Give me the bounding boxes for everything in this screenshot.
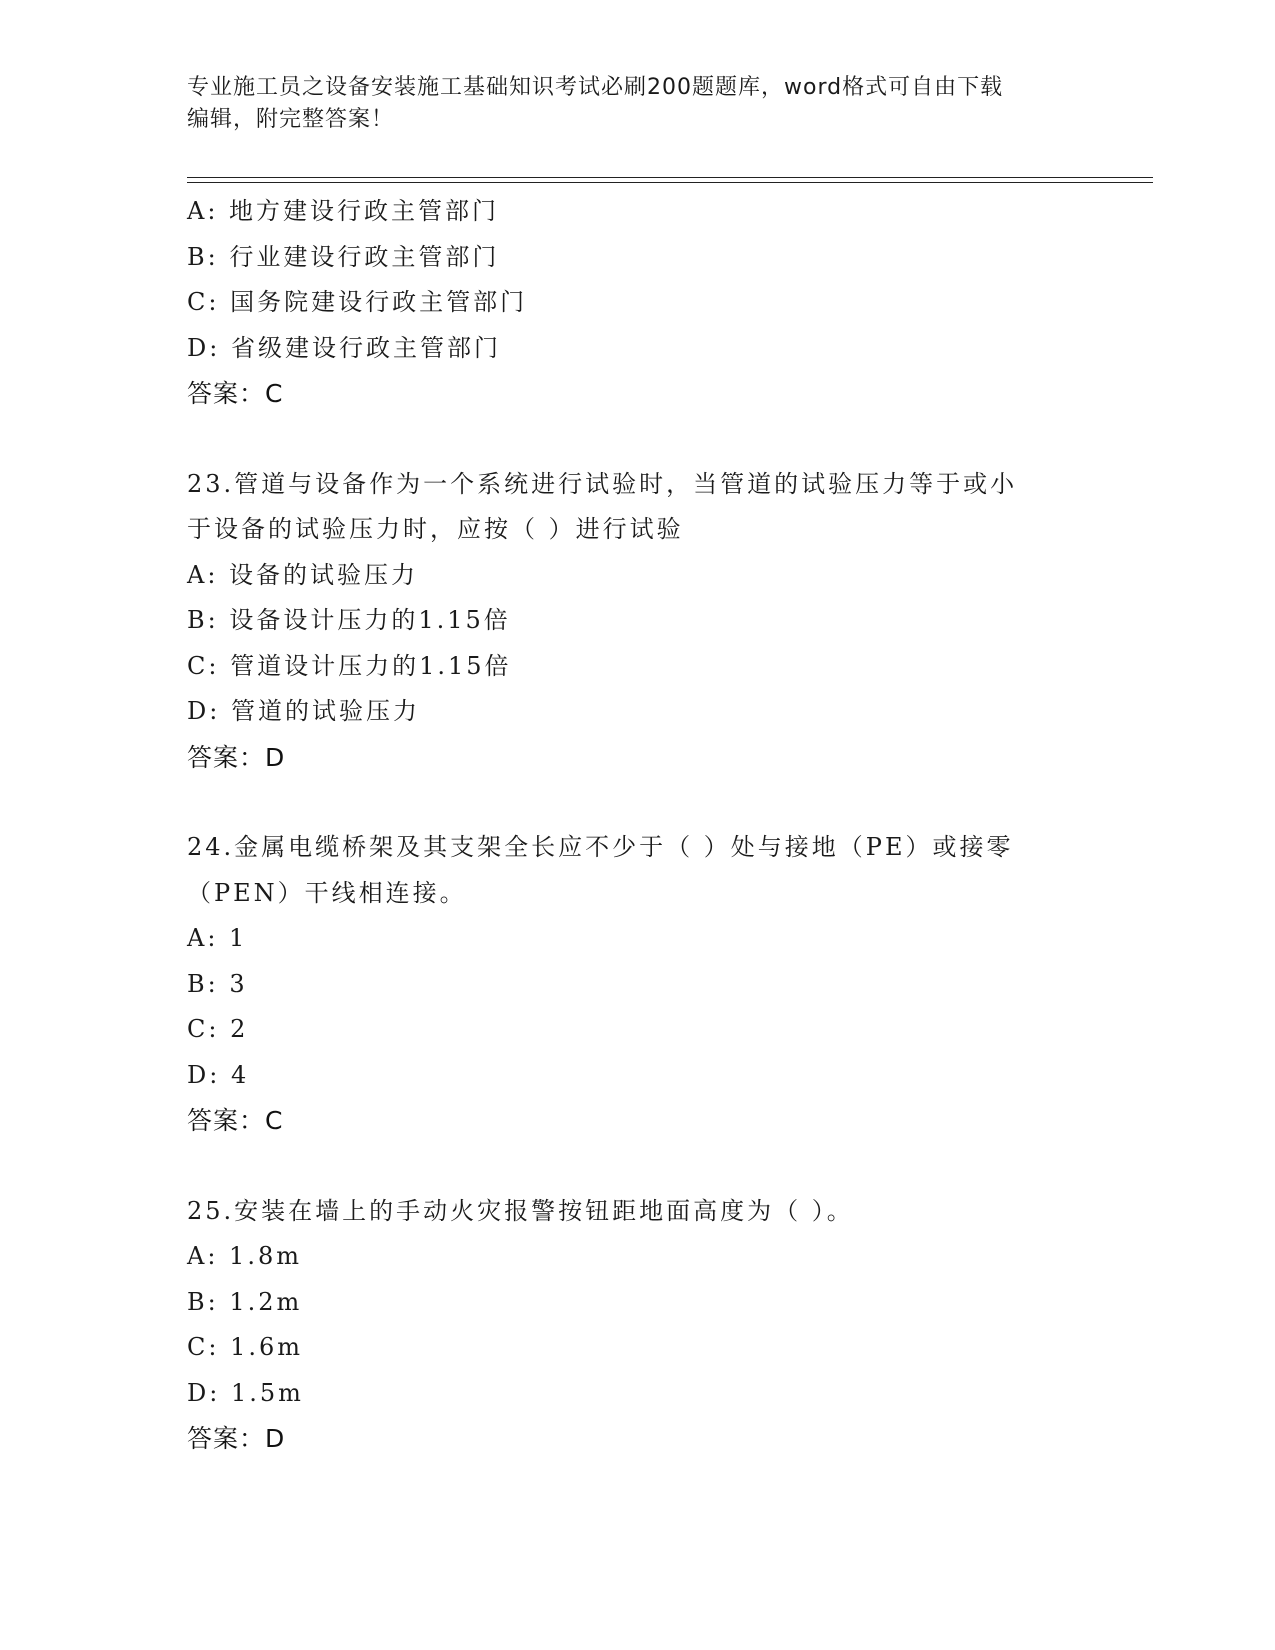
question-23 bbox=[187, 462, 1087, 781]
option-c: C: 2 bbox=[187, 1015, 249, 1043]
question-stem-line-1: 23.管道与设备作为一个系统进行试验时，当管道的试验压力等于或小 bbox=[187, 469, 1018, 498]
header-title-line-2: 编辑，附完整答案！ bbox=[187, 107, 395, 132]
option-c: C: 国务院建设行政主管部门 bbox=[187, 288, 528, 316]
option-c: C: 管道设计压力的1.15倍 bbox=[187, 651, 512, 680]
header-divider-top bbox=[187, 177, 1153, 178]
question-stem-line-2: （PEN）干线相连接。 bbox=[187, 878, 467, 907]
option-a: A: 1 bbox=[187, 924, 248, 952]
question-stem-line-1: 24.金属电缆桥架及其支架全长应不少于（ ）处与接地（PE）或接零 bbox=[187, 833, 1014, 861]
option-a: A: 1.8m bbox=[187, 1242, 302, 1270]
document-header bbox=[187, 72, 1067, 136]
option-b: B: 设备设计压力的1.15倍 bbox=[187, 606, 511, 634]
option-c: C: 1.6m bbox=[187, 1333, 304, 1361]
option-d: D: 1.5m bbox=[187, 1378, 304, 1407]
option-a: A: 地方建设行政主管部门 bbox=[187, 197, 500, 225]
answer-line: 答案：D bbox=[187, 1424, 286, 1453]
question-spacer bbox=[187, 1144, 1087, 1189]
answer-line: 答案：C bbox=[187, 379, 284, 408]
option-d: D: 管道的试验压力 bbox=[187, 697, 420, 725]
question-stem-line-1: 25.安装在墙上的手动火灾报警按钮距地面高度为（ ）。 bbox=[187, 1196, 854, 1225]
question-spacer bbox=[187, 417, 1087, 462]
question-24 bbox=[187, 825, 1087, 1144]
question-spacer bbox=[187, 780, 1087, 825]
header-title-line-1: 专业施工员之设备安装施工基础知识考试必刷200题题库，word格式可自由下载 bbox=[187, 75, 1004, 100]
option-a: A: 设备的试验压力 bbox=[187, 560, 419, 589]
question-25 bbox=[187, 1189, 1087, 1462]
option-d: D: 4 bbox=[187, 1060, 250, 1089]
option-d: D: 省级建设行政主管部门 bbox=[187, 333, 501, 362]
option-b: B: 1.2m bbox=[187, 1287, 303, 1316]
option-b: B: 行业建设行政主管部门 bbox=[187, 242, 500, 271]
question-stem-line-2: 于设备的试验压力时，应按（ ）进行试验 bbox=[187, 515, 684, 543]
header-divider-bottom bbox=[187, 182, 1153, 183]
question-22 bbox=[187, 189, 1087, 417]
question-list bbox=[187, 189, 1087, 1462]
answer-line: 答案：D bbox=[187, 742, 286, 772]
answer-line: 答案：C bbox=[187, 1106, 284, 1135]
option-b: B: 3 bbox=[187, 969, 248, 998]
